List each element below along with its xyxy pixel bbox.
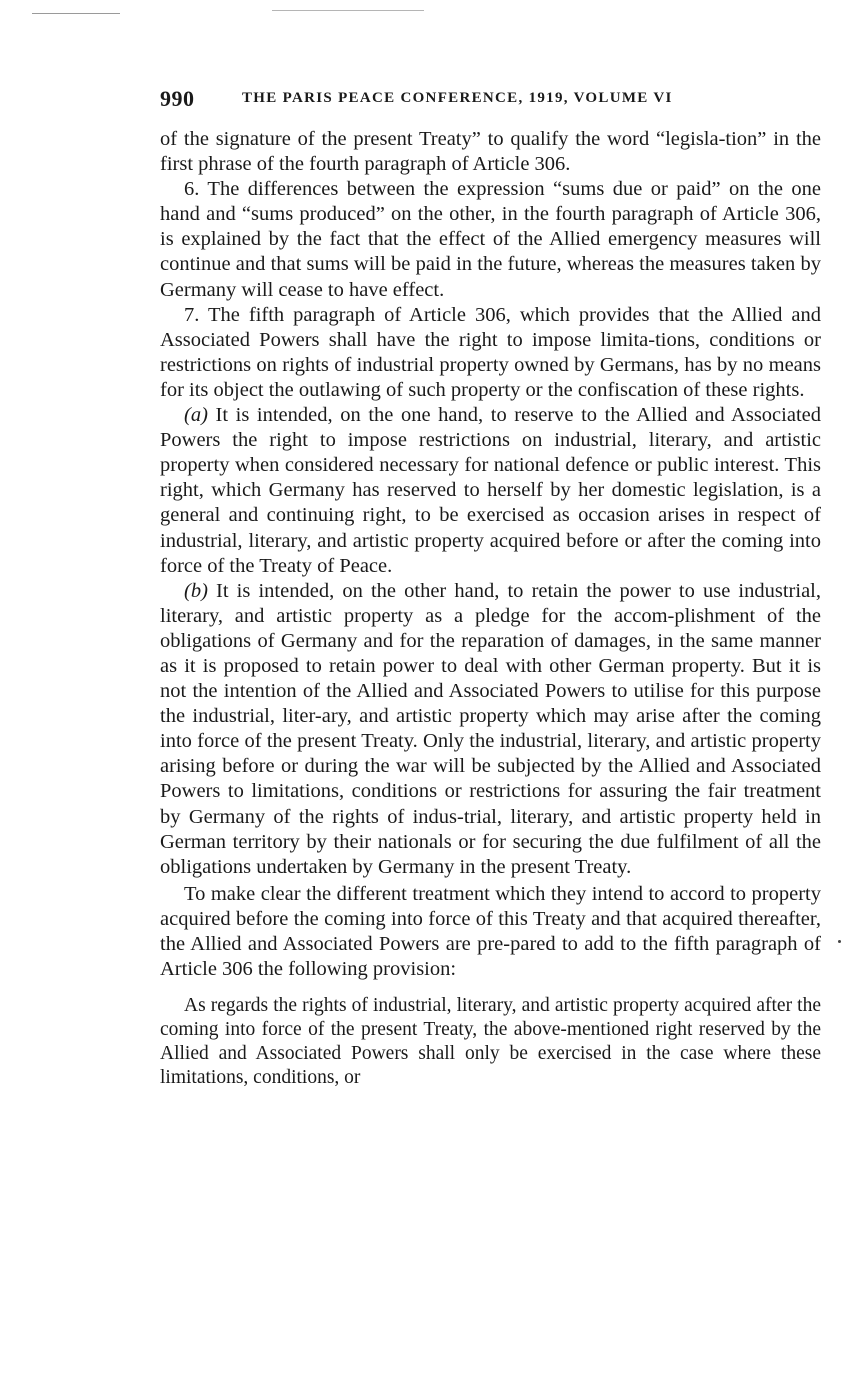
paragraph-text: 6. The differences between the expression “sums due or paid” on the one hand and “sums produced” on the other, in the fourth paragraph of Article 306, is explained by the fact that the effect of the Allied emergency measures will continue and that sums will be paid in the future, whereas the measures taken by Germany will cease to have effect. [160, 178, 821, 301]
paragraph-subpoint-b [160, 579, 821, 880]
subpoint-label: (a) [184, 404, 208, 427]
paragraph-subpoint-a [160, 403, 821, 579]
paragraph-text: of the signature of the present Treaty” to qualify the word “legisla-tion” in the first phrase of the fourth paragraph of Article 306. [160, 128, 821, 176]
page-header [160, 86, 821, 114]
running-head: THE PARIS PEACE CONFERENCE, 1919, VOLUME VI [242, 90, 673, 106]
top-rule-right [272, 10, 424, 11]
page-number: 990 [160, 86, 195, 111]
paragraph-text: 7. The fifth paragraph of Article 306, which provides that the Allied and Associated Powers shall have the right to impose limita-tions, conditions or restrictions on rights of industrial property owned by Germans, has by no means for its object the outlawing of such property or the confiscation of these rights. [160, 303, 821, 401]
paragraph-provision-quote [160, 994, 821, 1089]
paragraph-text: To make clear the different treatment which they intend to accord to property acquired before the coming into force of this Treaty and that acquired thereafter, the Allied and Associated Powers are pre-pared to add to the fifth paragraph of Article 306 the following provision: [160, 882, 821, 981]
paragraph-continuation [160, 127, 821, 177]
paragraph-clarification [160, 882, 821, 982]
top-rule-left [32, 13, 120, 14]
paragraph-text: As regards the rights of industrial, literary, and artistic property acquired after the coming into force of the present Treaty, the above-mentioned right reserved by the Allied and Associated Powers shall only be exercised in the case where these limitations, conditions, or [160, 995, 821, 1088]
paragraph-point-7 [160, 303, 821, 403]
paragraph-text: It is intended, on the one hand, to reserve to the Allied and Associated Powers the right to impose restrictions on industrial, literary, and artistic property when considered necessary for national defence or public interest. This right, which Germany has reserved to herself by her domestic legislation, is a general and continuing right, to be exercised as occasion arises in respect of industrial, literary, and artistic property acquired before or after the coming into force of the Treaty of Peace. [160, 404, 821, 577]
paragraph-text: It is intended, on the other hand, to retain the power to use industrial, literary, and artistic property as a pledge for the accom-plishment of the obligations of Germany and for the reparation of damages, in the same manner as it is proposed to retain power to deal with other German property. But it is not the intention of the Allied and Associated Powers to utilise for this purpose the industrial, liter-ary, and artistic property which may arise after the coming into force of the present Treaty. Only the industrial, literary, and artistic property arising before or during the war will be subjected by the Allied and Associated Powers to limitations, conditions or restrictions for assuring the fair treatment by Germany of the rights of indus-trial, literary, and artistic property held in German territory by their nationals or for securing the due fulfilment of all the obligations undertaken by Germany in the present Treaty. [160, 579, 821, 878]
paragraph-point-6 [160, 177, 821, 302]
document-body [160, 127, 821, 1089]
margin-speck [838, 940, 841, 943]
subpoint-label: (b) [184, 579, 208, 602]
